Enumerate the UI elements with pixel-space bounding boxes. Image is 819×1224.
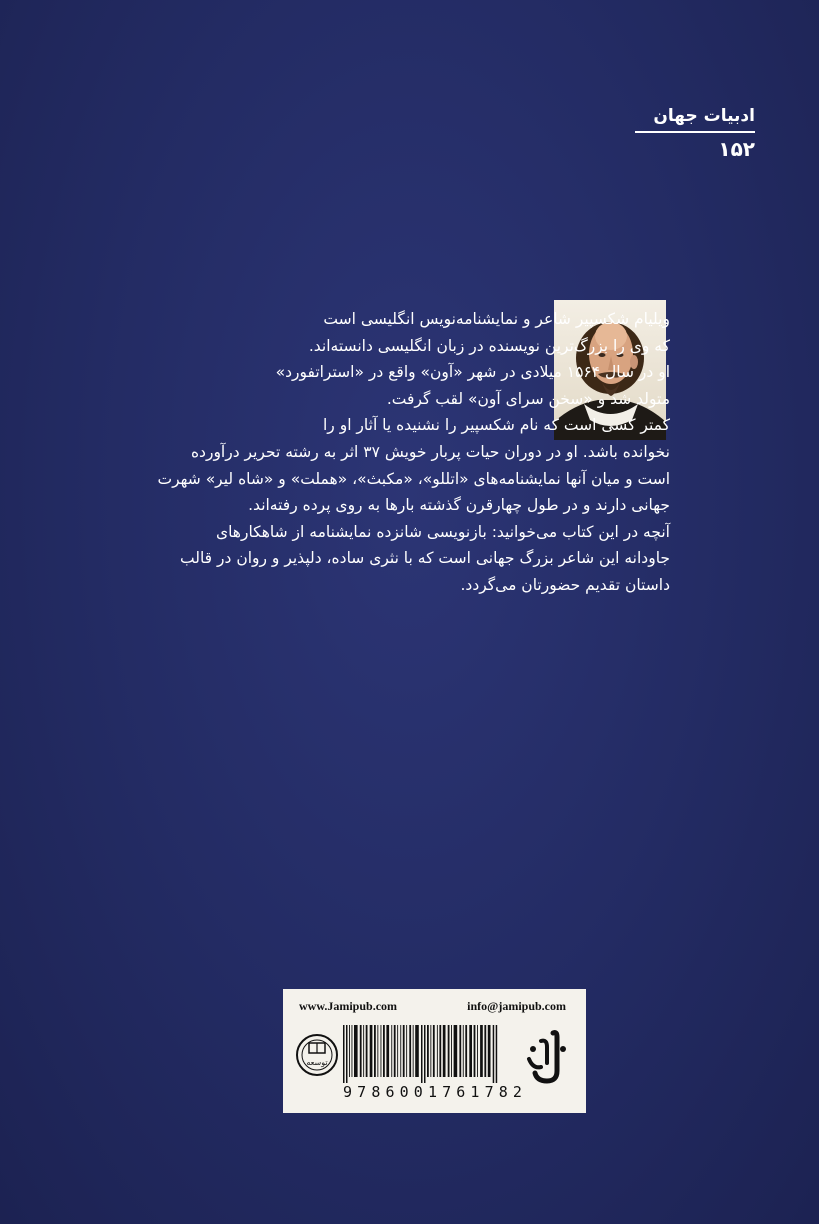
barcode-bar — [381, 1025, 382, 1077]
barcode-bar — [448, 1025, 450, 1077]
isbn-number — [343, 1083, 523, 1101]
barcode-bar — [383, 1025, 385, 1077]
jami-publisher-logo-icon — [523, 1027, 569, 1087]
development-seal-icon — [295, 1025, 339, 1087]
barcode-guard-bar — [496, 1025, 498, 1083]
barcode-bar — [465, 1025, 467, 1077]
barcode-guard-bar — [493, 1025, 495, 1083]
barcode-bar — [352, 1025, 353, 1077]
barcode-bar — [363, 1025, 364, 1077]
blurb-line: است و میان آنها نمایشنامه‌های «اتللو»، «مکبث»، «هملت» و «شاه لیر» شهرت — [157, 469, 670, 488]
barcode-guard-bar — [343, 1025, 345, 1083]
barcode-bar — [433, 1025, 435, 1077]
barcode-bar — [394, 1025, 396, 1077]
barcode-bar — [360, 1025, 362, 1077]
isbn-digit: 8 — [498, 1083, 509, 1101]
barcode-bar — [349, 1025, 350, 1077]
barcode-bar — [451, 1025, 452, 1077]
blurb-line: آنچه در این کتاب می‌خوانید: بازنویسی شانزده نمایشنامه از شاهکارهای — [215, 522, 670, 541]
publisher-website: www.Jamipub.com — [299, 999, 398, 1013]
barcode-bar — [415, 1025, 419, 1077]
blurb-line: او در سال ۱۵۶۴ میلادی در شهر «آون» واقع در «استراتفورد» — [275, 363, 670, 382]
seal-text: توسعه — [306, 1058, 328, 1067]
barcode-bar — [391, 1025, 392, 1077]
barcode-bar — [474, 1025, 476, 1077]
series-label — [635, 104, 755, 161]
isbn-digit: 8 — [371, 1083, 382, 1101]
blurb-line: جاودانه این شاعر بزرگ جهانی است که با نثری ساده، دلپذیر و روان در قالب — [180, 549, 670, 568]
isbn-digit: 6 — [456, 1083, 467, 1101]
isbn-digit: 7 — [442, 1083, 453, 1101]
barcode-bar — [409, 1025, 411, 1077]
barcode-bar — [484, 1025, 486, 1077]
series-number: ۱۵۲ — [718, 137, 755, 161]
barcode-guard-bar — [424, 1025, 426, 1083]
back-cover-blurb — [157, 306, 670, 599]
blurb-line: جهانی دارند و در طول چهارقرن گذشته بارها به روی پرده رفته‌اند. — [248, 496, 670, 515]
barcode-bar — [477, 1025, 478, 1077]
barcode-bar — [413, 1025, 414, 1077]
blurb-line: کمتر کسی است که نام شکسپیر را نشنیده یا آثار او را — [322, 416, 670, 435]
isbn-digit: 0 — [413, 1083, 424, 1101]
series-title: ادبیات جهان — [653, 106, 755, 126]
barcode-bar — [354, 1025, 358, 1077]
isbn-digit: 6 — [385, 1083, 396, 1101]
publisher-email: info@jamipub.com — [467, 999, 566, 1013]
blurb-line: داستان تقدیم حضورتان می‌گردد. — [460, 575, 670, 594]
isbn-digit: 0 — [399, 1083, 410, 1101]
barcode-bar — [480, 1025, 483, 1077]
barcode-bar — [430, 1025, 431, 1077]
barcode-panel — [283, 989, 586, 1113]
barcode-bar — [459, 1025, 461, 1077]
barcode-bar — [454, 1025, 458, 1077]
isbn-barcode — [341, 1025, 517, 1083]
barcode-bar — [403, 1025, 405, 1077]
barcode-guard-bar — [421, 1025, 423, 1083]
isbn-digit: 7 — [357, 1083, 368, 1101]
blurb-line: ویلیام شکسپیر شاعر و نمایشنامه‌نویس انگلیسی است — [323, 310, 670, 328]
barcode-bar — [366, 1025, 368, 1077]
isbn-digit: 7 — [484, 1083, 495, 1101]
isbn-digit: 2 — [512, 1083, 523, 1101]
barcode-bar — [439, 1025, 441, 1077]
blurb-line: متولد شد و «سخن سرای آون» لقب گرفت. — [386, 389, 670, 408]
barcode-bar — [386, 1025, 389, 1077]
barcode-bar — [400, 1025, 401, 1077]
barcode-bar — [397, 1025, 398, 1077]
barcode-bar — [469, 1025, 472, 1077]
barcode-bar — [370, 1025, 373, 1077]
barcode-bar — [374, 1025, 376, 1077]
isbn-digit: 1 — [470, 1083, 481, 1101]
blurb-line: که وی را بزرگ‌ترین نویسنده در زبان انگلیسی دانسته‌اند. — [308, 336, 670, 355]
series-divider — [635, 131, 755, 133]
barcode-bar — [406, 1025, 407, 1077]
publisher-contacts — [299, 999, 566, 1014]
barcode-bar — [437, 1025, 438, 1077]
barcode-bar — [488, 1025, 491, 1077]
barcode-bar — [427, 1025, 429, 1077]
barcode-bar — [443, 1025, 446, 1077]
isbn-digit: 1 — [427, 1083, 438, 1101]
barcode-bar — [463, 1025, 464, 1077]
barcode-bar — [377, 1025, 378, 1077]
isbn-digit: 9 — [343, 1083, 354, 1101]
barcode-guard-bar — [346, 1025, 348, 1083]
blurb-line: نخوانده باشد. او در دوران حیات پربار خویش ۳۷ اثر به رشته تحریر درآورده — [190, 442, 670, 461]
